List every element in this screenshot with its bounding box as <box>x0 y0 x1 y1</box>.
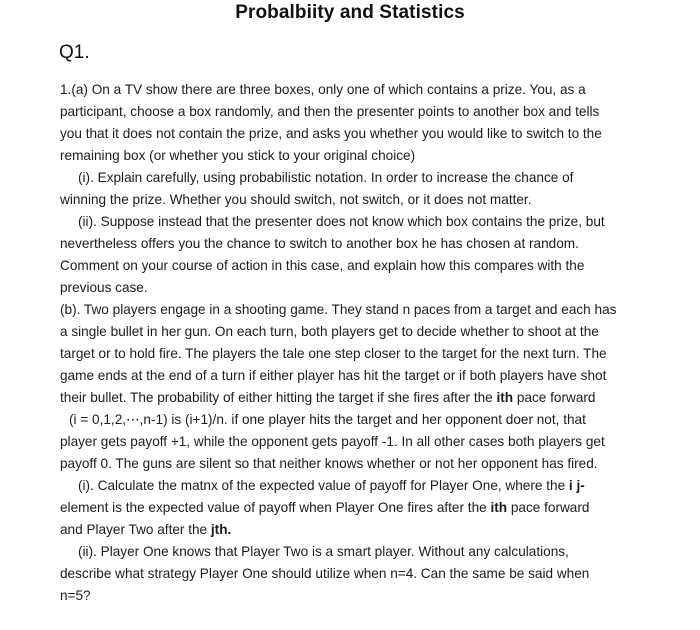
text-segment: pace forward <box>513 390 596 405</box>
text-line: 1.(a) On a TV show there are three boxes, only one of which contains a prize. You, as a <box>60 82 586 97</box>
text-line <box>60 519 660 541</box>
question-body <box>60 79 660 607</box>
text-segment: (i). Calculate the matnx of the expected value of payoff for Player One, where the <box>78 478 569 493</box>
text-line <box>60 497 660 519</box>
text-line: player gets payoff +1, while the opponent gets payoff -1. In all other cases both players get <box>60 434 605 449</box>
bold-term: ith <box>490 500 508 515</box>
text-line: (ii). Player One knows that Player Two is a smart player. Without any calculations, <box>78 544 569 559</box>
text-segment: element is the expected value of payoff when Player One fires after the <box>60 500 491 515</box>
text-line: winning the prize. Whether you should switch, not switch, or it does not matter. <box>60 192 532 207</box>
bold-term: ith <box>496 390 514 405</box>
text-line: describe what strategy Player One should utilize when n=4. Can the same be said when <box>60 566 590 581</box>
text-line: game ends at the end of a turn if either player has hit the target or if both players have shot <box>60 368 607 383</box>
text-line: nevertheless offers you the chance to switch to another box he has chosen at random. <box>60 236 579 251</box>
text-line: payoff 0. The guns are silent so that neither knows whether or not her opponent has fired. <box>60 456 598 471</box>
text-line: remaining box (or whether you stick to your original choice) <box>60 148 416 163</box>
text-line <box>60 387 660 409</box>
text-line: target or to hold fire. The players the tale one step closer to the target for the next turn. The <box>60 346 607 361</box>
text-segment: and Player Two after the <box>60 522 211 537</box>
bold-term: jth. <box>210 522 232 537</box>
text-line: previous case. <box>60 280 148 295</box>
text-line: (ii). Suppose instead that the presenter does not know which box contains the prize, but <box>78 214 605 229</box>
text-segment: their bullet. The probability of either hitting the target if she fires after the <box>60 390 497 405</box>
text-line <box>60 475 660 497</box>
text-line: (i). Explain carefully, using probabilistic notation. In order to increase the chance of <box>78 170 574 185</box>
text-line: n=5? <box>60 588 91 603</box>
text-line: you that it does not contain the prize, and asks you whether you would like to switch to the <box>60 126 602 141</box>
text-line: a single bullet in her gun. On each turn, both players get to decide whether to shoot at the <box>60 324 599 339</box>
bold-term: i j- <box>568 478 585 493</box>
text-line: participant, choose a box randomly, and then the presenter points to another box and tells <box>60 104 600 119</box>
text-line: (i = 0,1,2,⋯,n-1) is (i+1)/n. if one player hits the target and her opponent doer not, that <box>69 412 586 427</box>
text-line: (b). Two players engage in a shooting game. They stand n paces from a target and each has <box>60 302 617 317</box>
document-title: Probalbiity and Statistics <box>235 2 465 23</box>
text-segment: pace forward <box>507 500 590 515</box>
question-heading: Q1. <box>59 42 90 63</box>
text-line: Comment on your course of action in this case, and explain how this compares with the <box>60 258 585 273</box>
